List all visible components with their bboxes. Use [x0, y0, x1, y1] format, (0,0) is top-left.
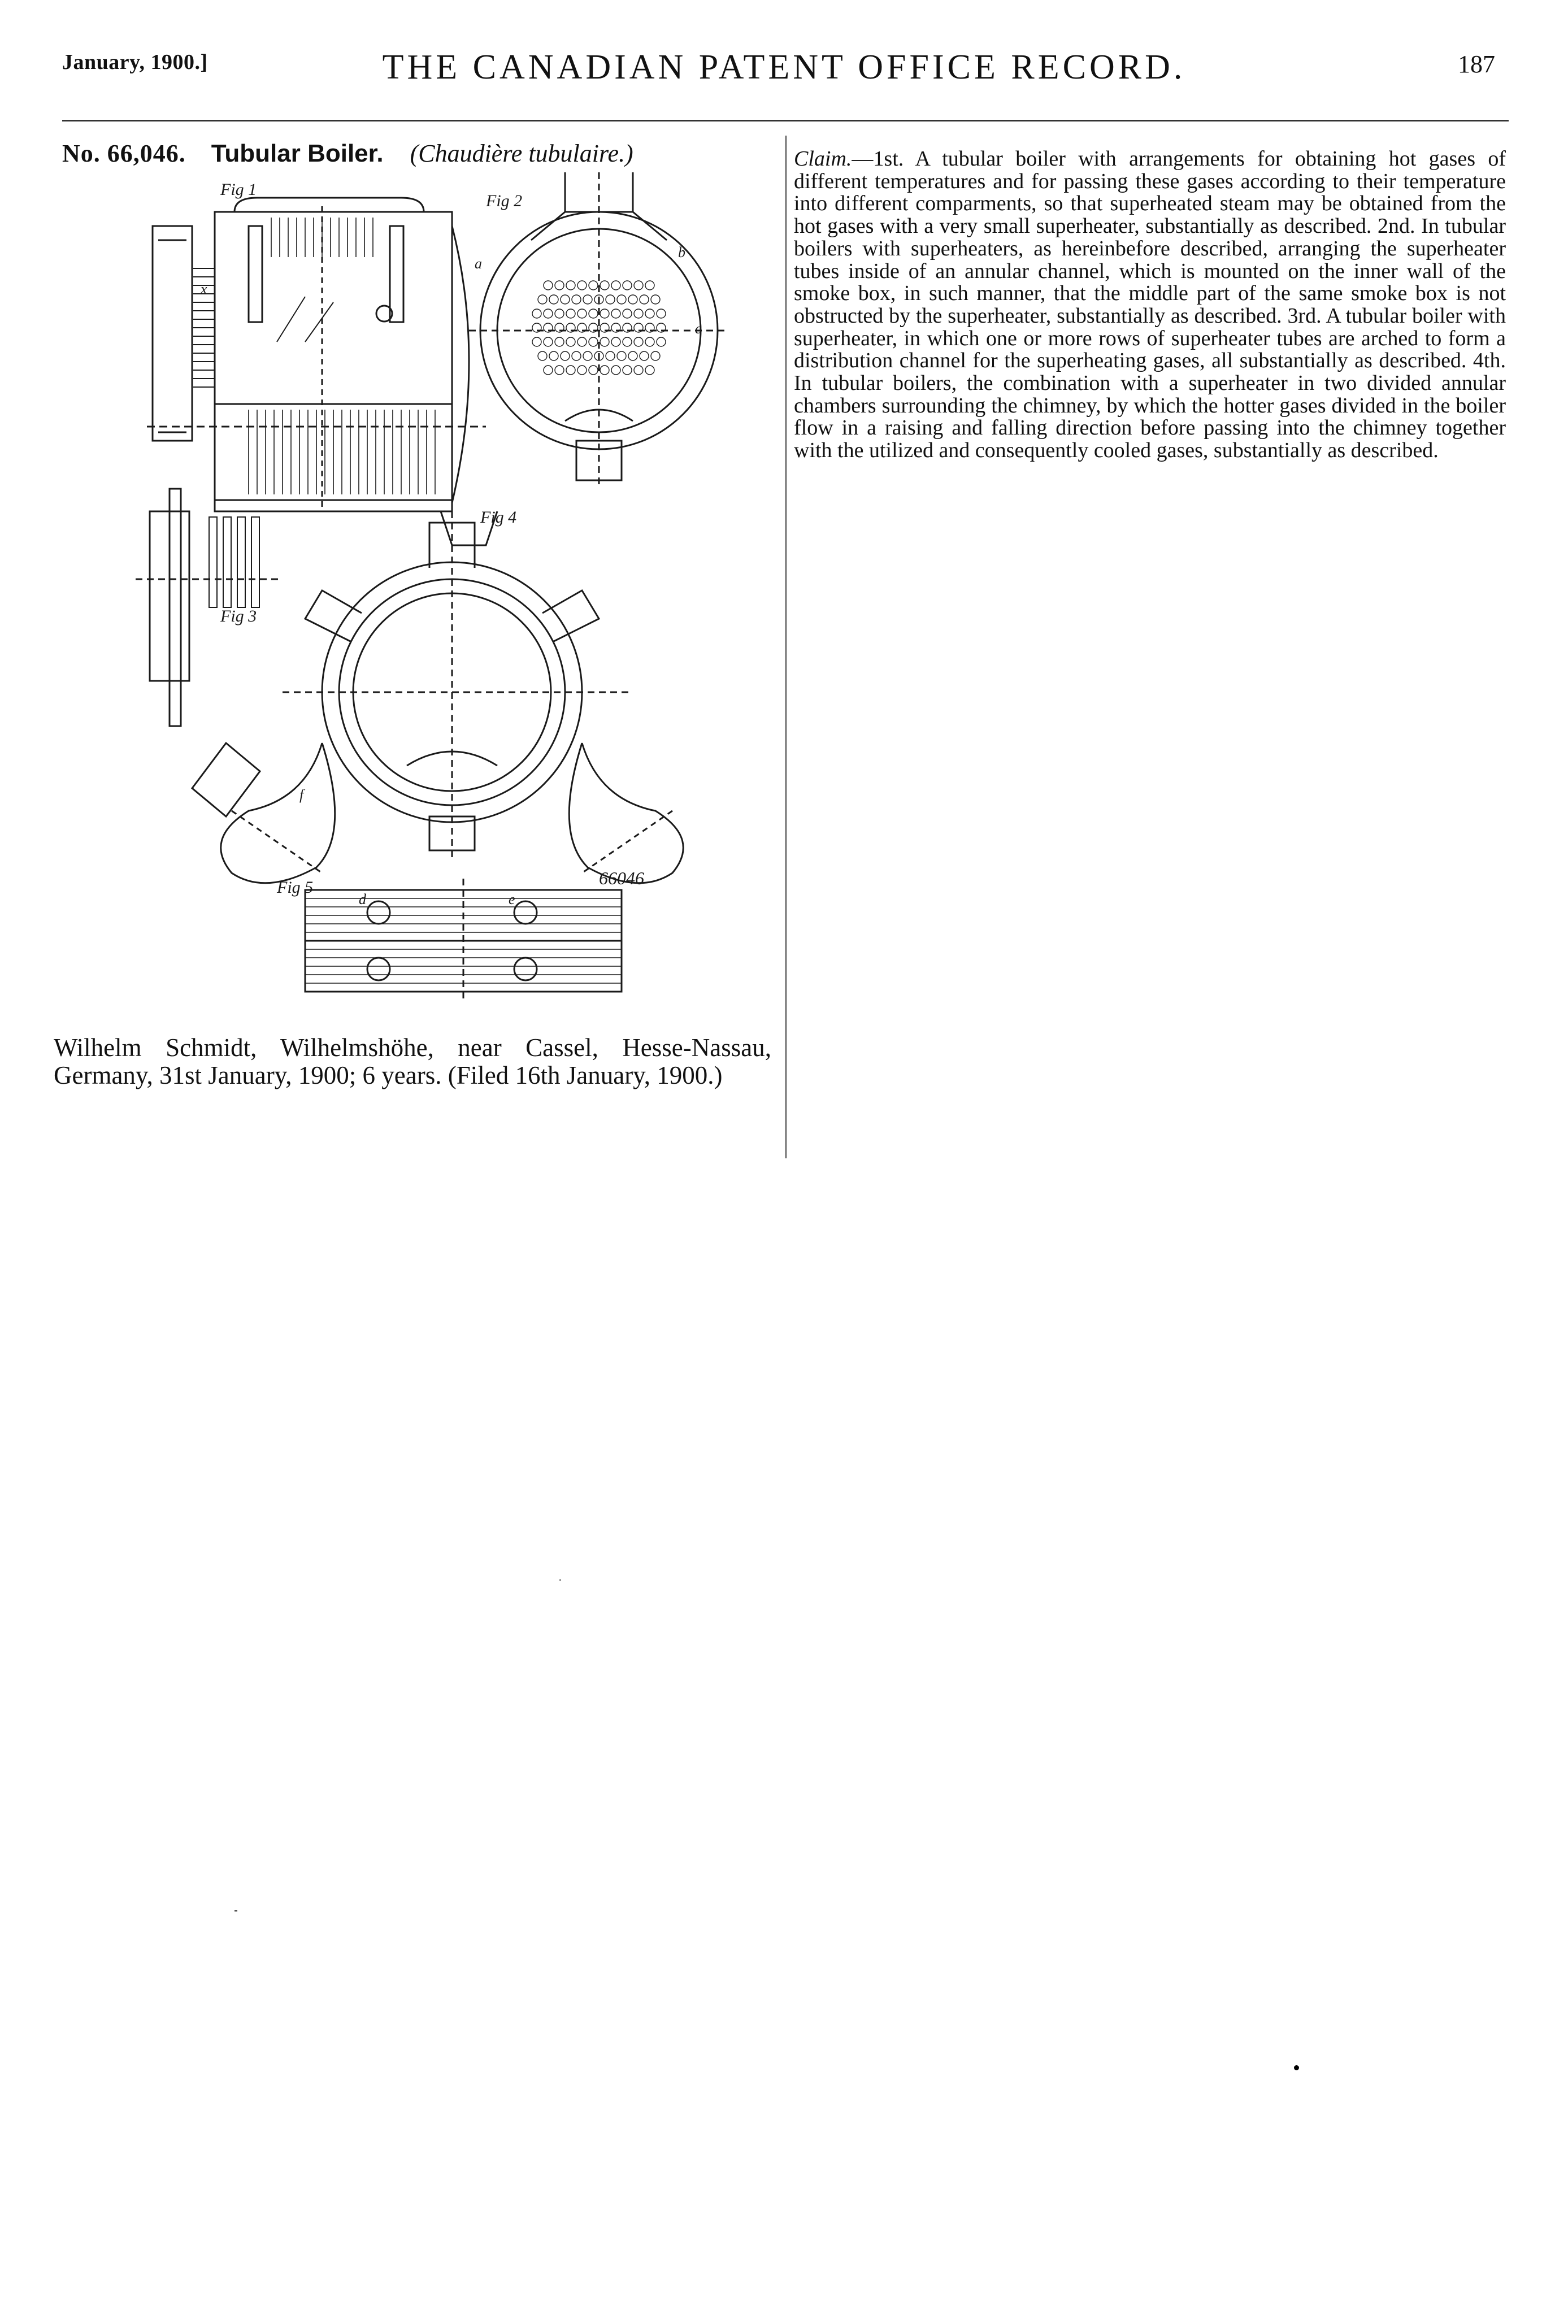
fig2-label: Fig 2 — [486, 192, 523, 210]
claim-text: —1st. A tubular boiler with arrangements for obtaining hot gases of different temperatures and for passing these gases according to their temperature into different comparments, so that superheated steam may be obtained from the hot gases with a very small superheater, substantially as described. 2nd. In tubular boilers with superheaters, as hereinbefore described, arranging the superheater tubes inside of an annular channel, which is mounted on the inner wall of the smoke box, in such manner, that the middle part of the same smoke box is not obstructed by the superheater, substantially as described. 3rd. A tubular boiler with superheater, in which one or more rows of superheater tubes are arched to form a distribution channel for the superheating gases, all substantially as described. 4th. In tubular boilers, the combination with a superheater in two divided annular chambers surrounding the chimney, by which the hotter gases divided in the boiler flow in a raising and falling direction before passing into the chimney together with the utilized and consequently cooled gases, substantially as described. — [794, 147, 1506, 463]
inventor-line: Wilhelm Schmidt, Wilhelmshöhe, near Cassel, Hesse-Nassau, Germany, 31st January, 1900; 6 years. (Filed 16th January, 1900.) — [54, 1033, 771, 1089]
journal-title: THE CANADIAN PATENT OFFICE RECORD. — [382, 48, 1186, 86]
fig1-label: Fig 1 — [220, 180, 257, 199]
ink-dot — [1294, 2065, 1299, 2070]
ink-speck — [559, 1579, 561, 1581]
column-divider — [785, 136, 787, 1158]
letter-b: b — [678, 244, 685, 260]
patent-entry-heading — [62, 139, 633, 168]
fig2-drawing — [469, 172, 729, 489]
claim-lead: Claim. — [794, 147, 852, 171]
fig5-label: Fig 5 — [277, 878, 314, 897]
header-rule — [62, 120, 1509, 121]
page-number: 187 — [1458, 50, 1495, 78]
header-date: January, 1900.] — [62, 50, 208, 74]
fig4-label: Fig 4 — [480, 508, 517, 527]
ink-speck — [234, 1910, 237, 1912]
patent-number: No. 66,046. — [62, 140, 186, 167]
letter-e: e — [509, 891, 515, 907]
fig4-drawing — [192, 511, 683, 883]
letter-f: f — [299, 787, 304, 803]
fig3-label: Fig 3 — [220, 607, 257, 625]
patent-title: Tubular Boiler. — [211, 140, 384, 167]
letter-a: a — [475, 255, 482, 272]
fig1-drawing — [147, 198, 497, 545]
fig3-drawing — [136, 489, 283, 726]
patent-drawing — [136, 172, 774, 1009]
drawing-number: 66046 — [599, 868, 644, 888]
patent-french-title: (Chaudière tubulaire.) — [410, 140, 633, 167]
letter-c: c — [695, 320, 702, 337]
letter-x: x — [201, 281, 207, 297]
letter-d: d — [359, 891, 366, 907]
claims-block — [794, 148, 1506, 462]
fig5-drawing — [305, 879, 622, 1003]
